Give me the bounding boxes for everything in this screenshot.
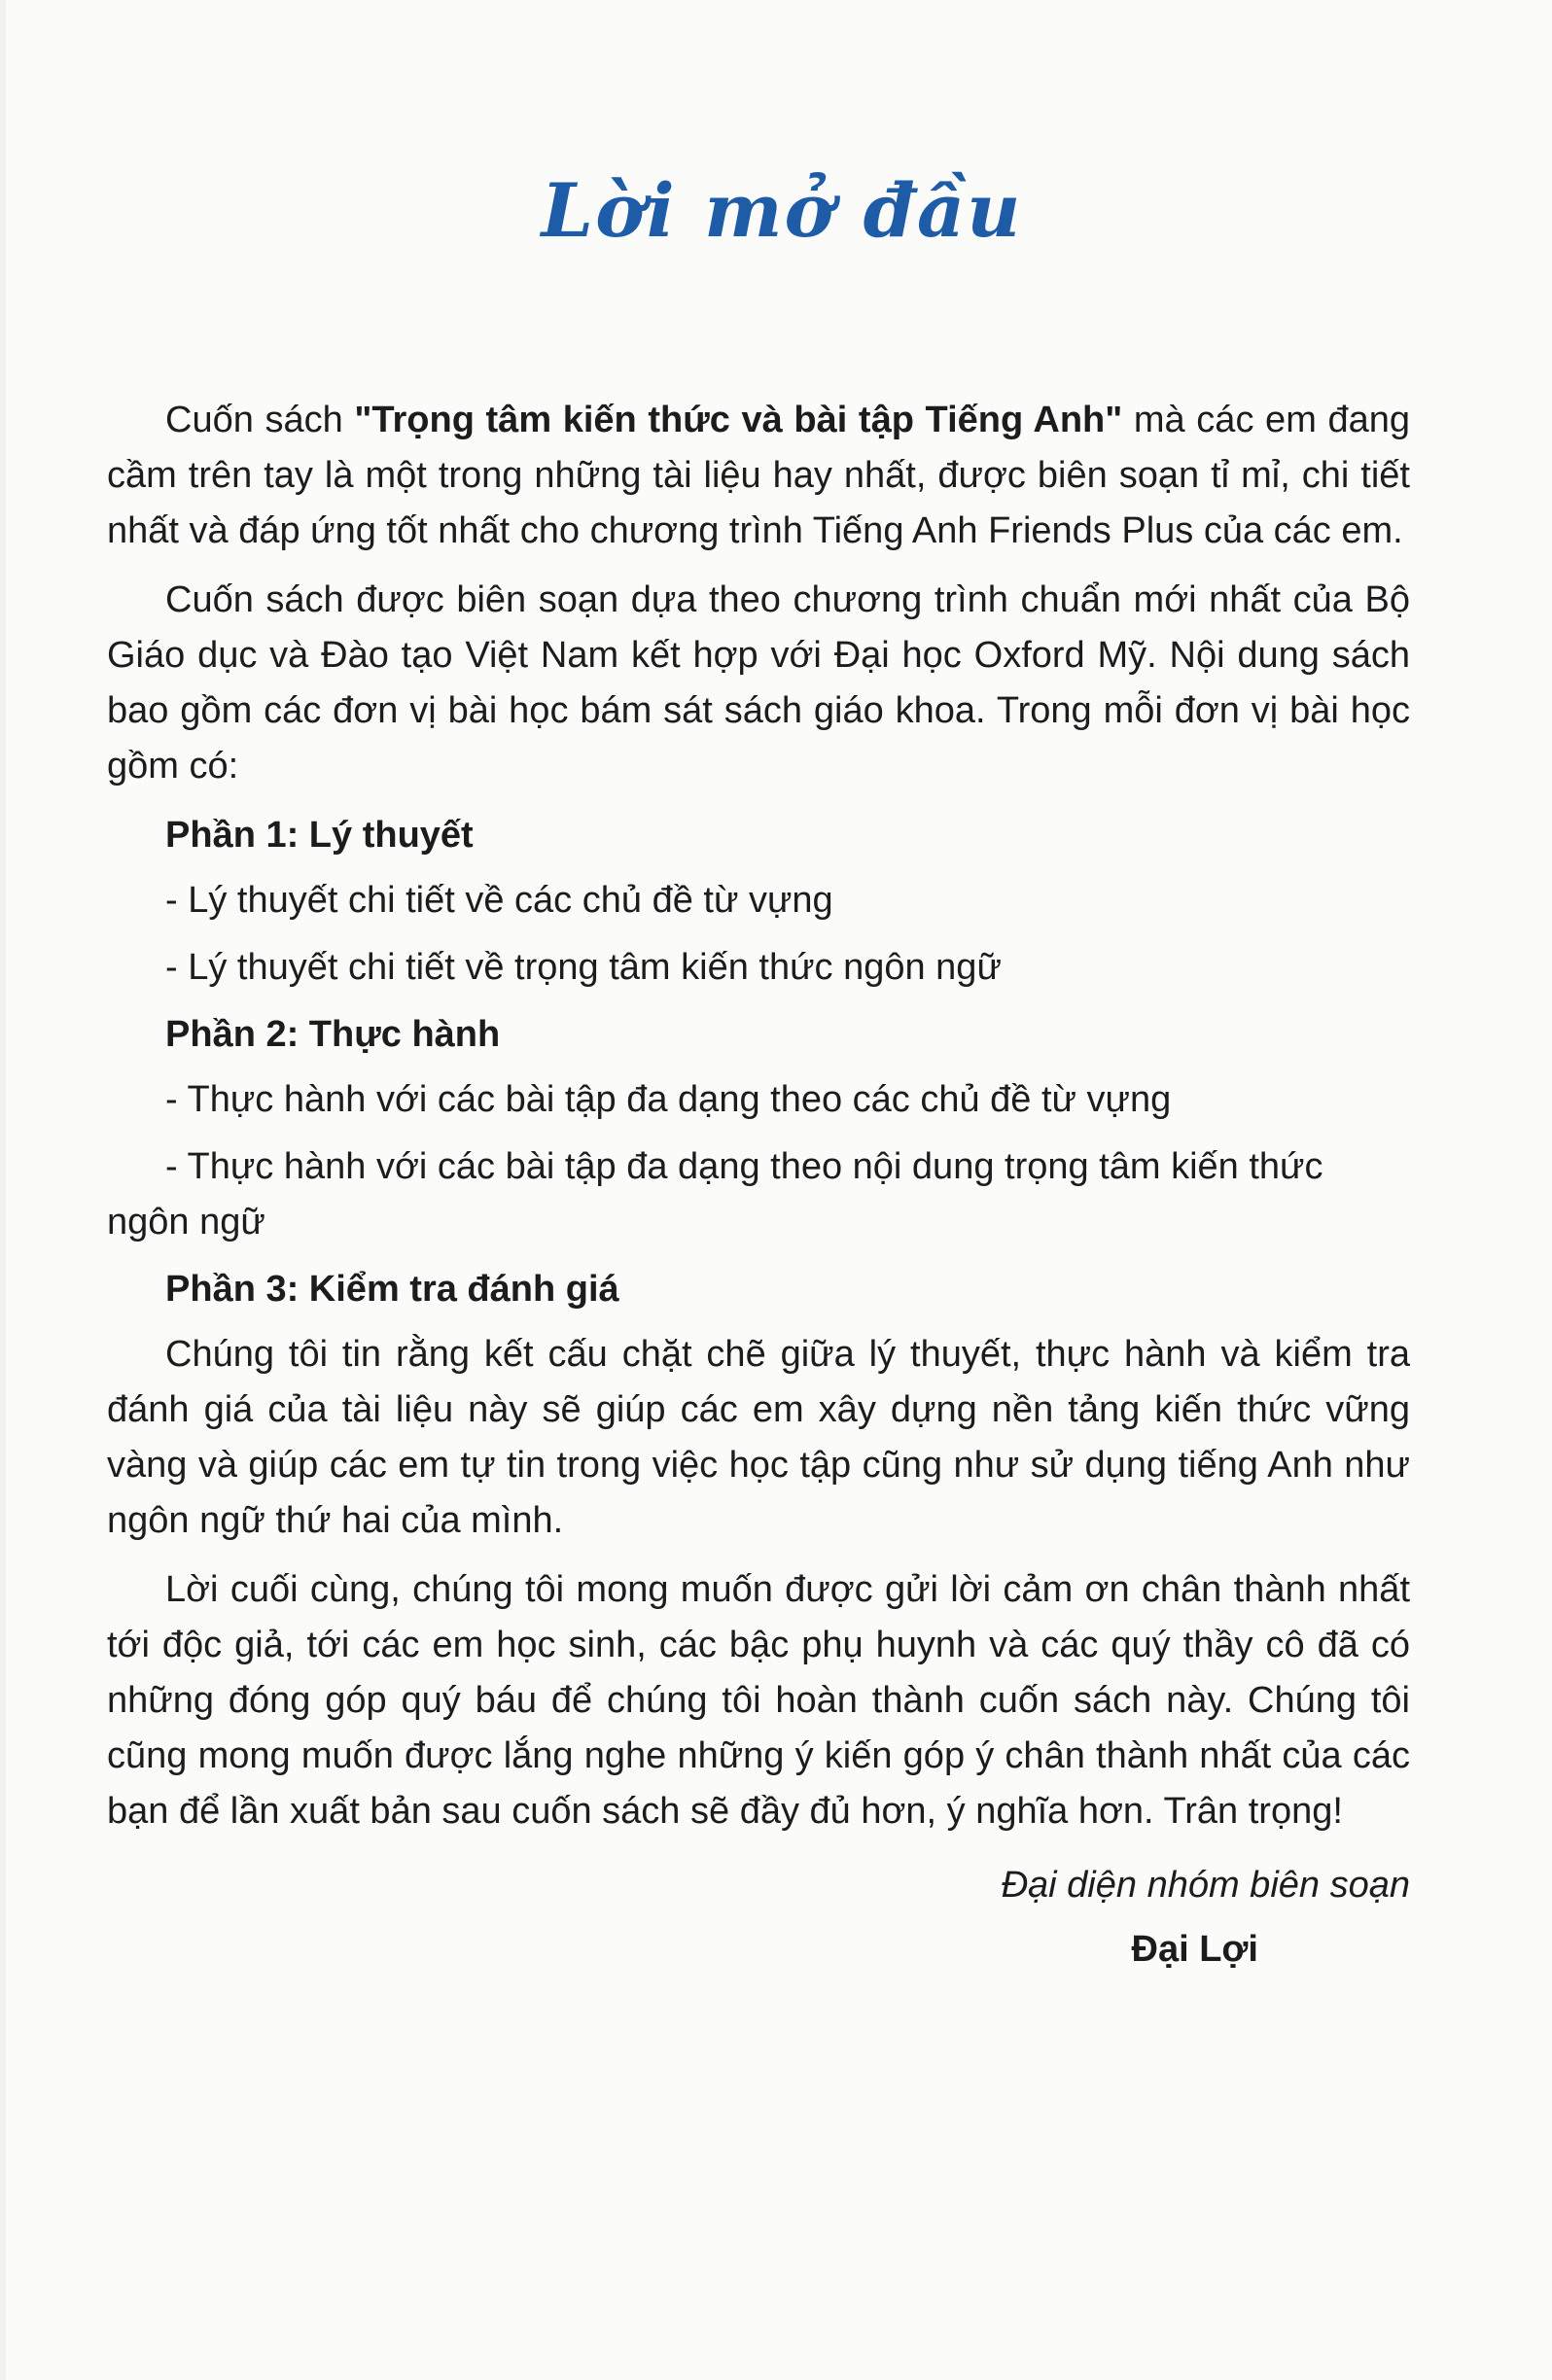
part-1-heading: Phần 1: Lý thuyết	[165, 815, 474, 856]
preface-body	[107, 393, 1410, 1981]
intro-text-before: Cuốn sách	[165, 400, 355, 440]
signature-block	[107, 1853, 1410, 1981]
closing-paragraph: Lời cuối cùng, chúng tôi mong muốn được gửi lời cảm ơn chân thành nhất tới độc giả, tới các em học sinh, các bậc phụ huynh và các quý thầy cô đã có những đóng góp quý báu để chúng tôi hoàn thành cuốn sách này. Chúng tôi cũng mong muốn được lắng nghe những ý kiến góp ý chân thành nhất của các bạn để lần xuất bản sau cuốn sách sẽ đầy đủ hơn, ý nghĩa hơn. Trân trọng!	[107, 1569, 1410, 1832]
part-1-item: - Lý thuyết chi tiết về các chủ đề từ vựng	[165, 880, 833, 921]
part-2-item: - Thực hành với các bài tập đa dạng theo các chủ đề từ vựng	[165, 1079, 1172, 1120]
part-1-item: - Lý thuyết chi tiết về trọng tâm kiến thức ngôn ngữ	[165, 947, 1002, 988]
part-2-item: - Thực hành với các bài tập đa dạng theo nội dung trọng tâm kiến thức ngôn ngữ	[107, 1146, 1323, 1242]
part-3-heading: Phần 3: Kiểm tra đánh giá	[165, 1269, 619, 1310]
page-title: Lời mở đầu	[541, 167, 1023, 254]
signature-role: Đại diện nhóm biên soạn	[1001, 1865, 1410, 1906]
structure-paragraph: Cuốn sách được biên soạn dựa theo chương trình chuẩn mới nhất của Bộ Giáo dục và Đào tạo Việt Nam kết hợp với Đại học Oxford Mỹ. Nội dung sách bao gồm các đơn vị bài học bám sát sách giáo khoa. Trong mỗi đơn vị bài học gồm có:	[107, 579, 1410, 787]
intro-text-after: mà các em đang cầm trên tay là một trong những tài liệu hay nhất, được biên soạn tỉ mỉ, chi tiết nhất và đáp ứng tốt nhất cho chương trình Tiếng Anh Friends Plus của các em.	[107, 400, 1410, 551]
intro-paragraph	[107, 393, 1410, 559]
signature-name: Đại Lợi	[1131, 1929, 1258, 1970]
belief-paragraph: Chúng tôi tin rằng kết cấu chặt chẽ giữa lý thuyết, thực hành và kiểm tra đánh giá của tài liệu này sẽ giúp các em xây dựng nền tảng kiến thức vững vàng và giúp các em tự tin trong việc học tập cũng như sử dụng tiếng Anh như ngôn ngữ thứ hai của mình.	[107, 1334, 1410, 1541]
book-title: "Trọng tâm kiến thức và bài tập Tiếng Anh"	[354, 400, 1123, 440]
part-2-heading: Phần 2: Thực hành	[165, 1014, 501, 1055]
